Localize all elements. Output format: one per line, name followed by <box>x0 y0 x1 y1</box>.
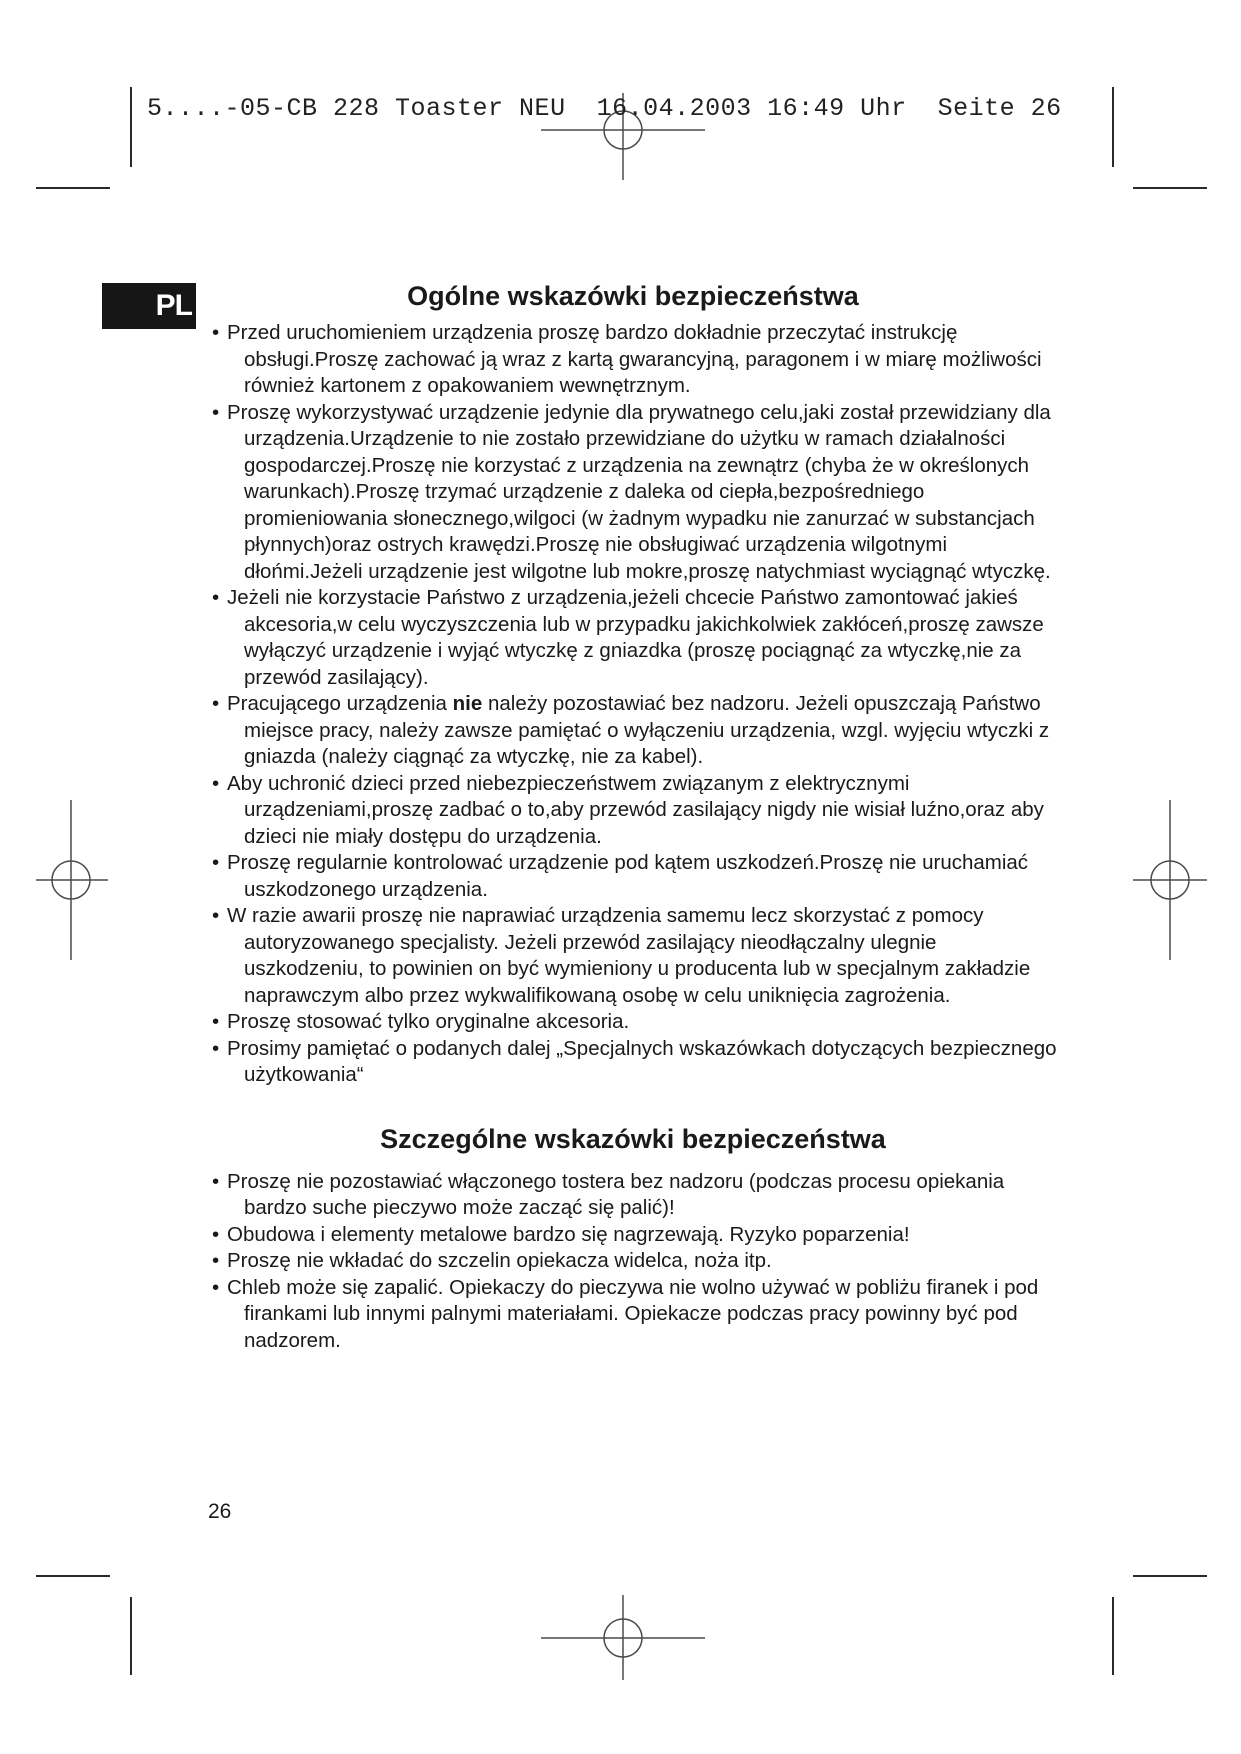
registration-target-left <box>36 800 108 960</box>
print-header: 5....-05-CB 228 Toaster NEU 16.04.2003 16:49 Uhr Seite 26 <box>147 94 1062 123</box>
section-title-general-safety: Ogólne wskazówki bezpieczeństwa <box>407 281 859 311</box>
list-item: • Proszę wykorzystywać urządzenie jedynie dla prywatnego celu,jaki został przewidziany dla urządzenia.Urządzenie to nie zostało przewidziane do użytku w ramach działalności gospodarczej.Proszę nie korzystać z urządzenia na zewnątrz (chyba że w określonych warunkach).Proszę trzymać urządzenie z daleka od ciepła,bezpośredniego promieniowania słonecznego,wilgoci (w żadnym wypadku nie zanurzać w substancjach płynnych)oraz ostrych krawędzi.Proszę nie obsługiwać urządzenia wilgotnymi dłońmi.Jeżeli urządzenie jest wilgotne lub mokre,proszę natychmiast wyciągnąć wtyczkę. <box>208 400 1058 586</box>
list-item: • Chleb może się zapalić. Opiekaczy do pieczywa nie wolno używać w pobliżu firanek i pod firankami lub innymi palnymi materiałami. Opiekacze podczas pracy powinny być pod nadzorem. <box>208 1275 1058 1355</box>
language-tab: PL <box>102 283 196 329</box>
page-content <box>208 276 1058 1354</box>
list-item: • Aby uchronić dzieci przed niebezpieczeństwem związanym z elektrycznymi urządzeniami,proszę zadbać o to,aby przewód zasilający nigdy nie wisiał luźno,oraz aby dzieci nie miały dostępu do urządzenia. <box>208 771 1058 851</box>
section-title-special-safety: Szczególne wskazówki bezpieczeństwa <box>380 1123 886 1154</box>
list-item: • Przed uruchomieniem urządzenia proszę bardzo dokładnie przeczytać instrukcję obsługi.Proszę zachować ją wraz z kartą gwarancyjną, paragonem i w miarę możliwości również kartonem z opakowaniem wewnętrznym. <box>208 320 1058 400</box>
emphasis-word: nie <box>452 692 483 715</box>
list-item: • Obudowa i elementy metalowe bardzo się nagrzewają. Ryzyko poparzenia! <box>208 1222 1058 1249</box>
registration-target-bottom <box>541 1595 705 1680</box>
registration-target-right <box>1133 800 1207 960</box>
list-item-text: należy pozostawiać bez nadzoru. Jeżeli opuszczają Państwo miejsce pracy, należy zawsze pamiętać o wyłączeniu urządzenia, wzgl. wyjęciu wtyczki z gniazda (należy ciągnąć za wtyczkę, nie za kabel). <box>244 692 1050 768</box>
special-safety-list <box>208 1169 1058 1355</box>
list-item: • Proszę stosować tylko oryginalne akcesoria. <box>208 1009 1058 1036</box>
list-item: • W razie awarii proszę nie naprawiać urządzenia samemu lecz skorzystać z pomocy autoryzowanego specjalisty. Jeżeli przewód zasilający nieodłączalny ulegnie uszkodzeniu, to powinien on być wymieniony u producenta lub w specjalnym zakładzie naprawczym albo przez wykwalifikowaną osobę w celu uniknięcia zagrożenia. <box>208 903 1058 1009</box>
list-item-text: Pracującego urządzenia <box>227 692 453 715</box>
list-item: • Proszę regularnie kontrolować urządzenie pod kątem uszkodzeń.Proszę nie uruchamiać uszkodzonego urządzenia. <box>208 850 1058 903</box>
page-number: 26 <box>208 1500 232 1523</box>
list-item: • Jeżeli nie korzystacie Państwo z urządzenia,jeżeli chcecie Państwo zamontować jakieś akcesoria,w celu wyczyszczenia lub w przypadku jakichkolwiek zakłóceń,proszę zawsze wyłączyć urządzenie i wyjąć wtyczkę z gniazdka (proszę pociągnąć za wtyczkę,nie za przewód zasilający). <box>208 585 1058 691</box>
list-item: • Proszę nie pozostawiać włączonego tostera bez nadzoru (podczas procesu opiekania bardzo suche pieczywo może zacząć się palić)! <box>208 1169 1058 1222</box>
list-item: • Prosimy pamiętać o podanych dalej „Specjalnych wskazówkach dotyczących bezpiecznego użytkowania“ <box>208 1036 1058 1089</box>
list-item: • Proszę nie wkładać do szczelin opiekacza widelca, noża itp. <box>208 1248 1058 1275</box>
general-safety-list <box>208 320 1058 1089</box>
list-item <box>208 691 1058 771</box>
